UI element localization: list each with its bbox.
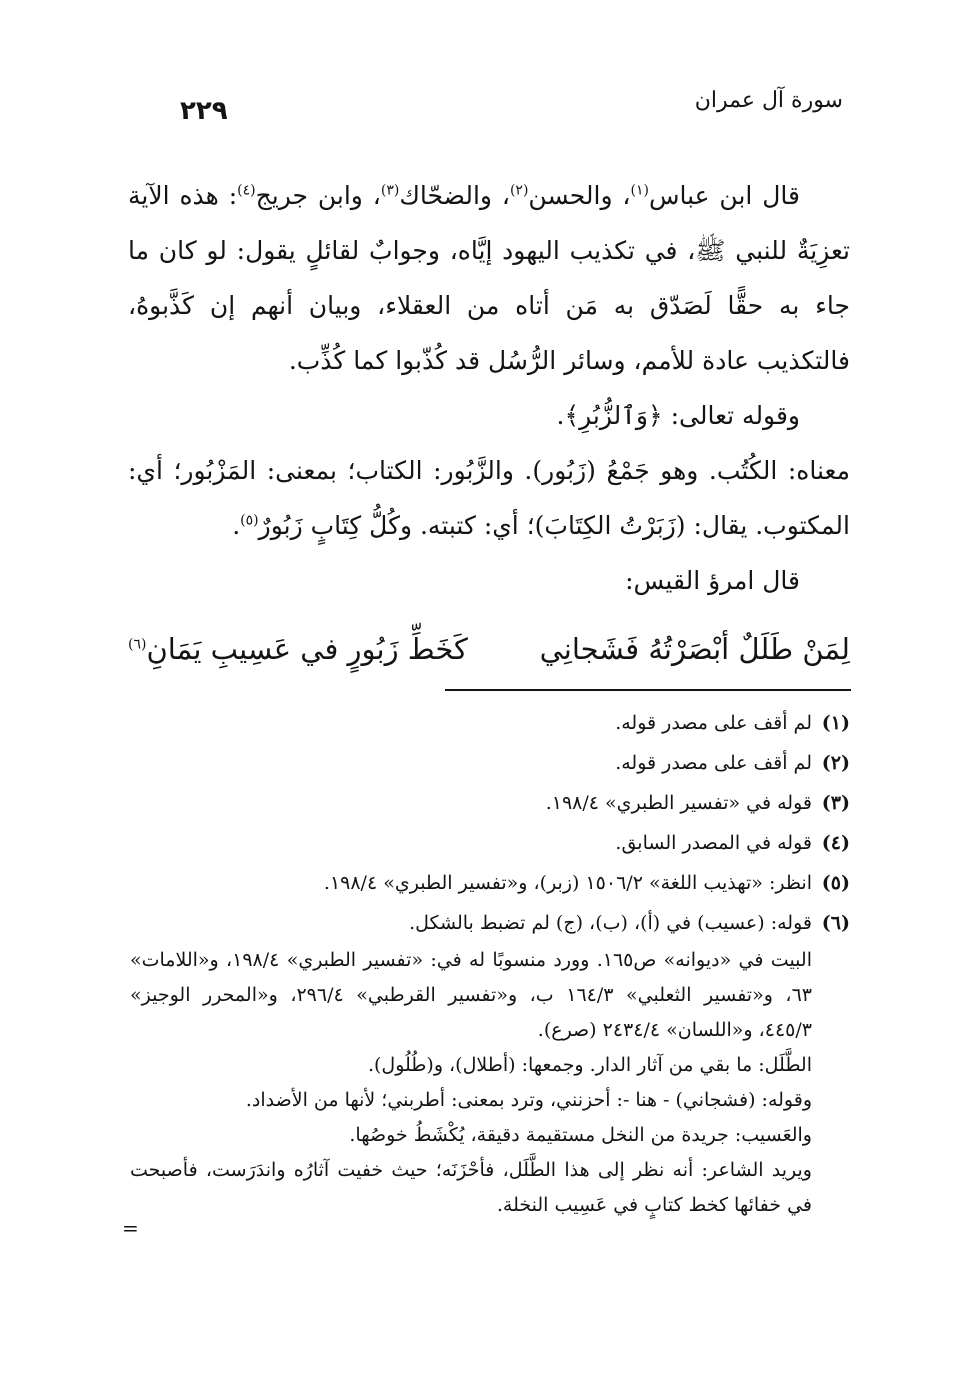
footnote-number: (١) [821, 712, 850, 734]
footnote-text: لم أقف على مصدر قوله. [615, 712, 812, 734]
footnote-number: (٤) [821, 832, 850, 854]
footnote-ref[interactable]: (٤) [237, 182, 256, 199]
text-run: معناه: الكُتُب. وهو جَمْعُ (زَبُور). والزَّبُور: الكتاب؛ بمعنى: المَزْبُور؛ أي: المكتوب. يقال: (زَبَرْتُ الكِتَابَ)؛ أي: كتبته. وكُلُّ كِتَابٍ زَبُورٌ [128, 456, 850, 540]
text-run: . [232, 511, 241, 540]
paragraph-commentary [128, 168, 850, 388]
footnote-text: قوله في المصدر السابق. [615, 832, 812, 854]
footnote-item [130, 823, 850, 863]
footnote-continuation-paragraph: البيت في «ديوانه» ص١٦٥. وورد منسوبًا له في: «تفسير الطبري» ١٩٨/٤، و«اللامات» ٦٣، و«تفسير الثعلبي» ١٦٤/٣ ب، و«تفسير القرطبي» ٢٩٦/٤، و«المحرر الوجيز» ٤٤٥/٣، و«اللسان» ٢٤٣٤/٤ (صرع). [130, 949, 812, 1041]
page-number: ٢٢٩ [180, 96, 228, 126]
footnote-text: انظر: «تهذيب اللغة» ١٥٠٦/٢ (زبر)، و«تفسير الطبري» ١٩٨/٤. [323, 872, 812, 894]
footnote-number: (٦) [821, 912, 850, 934]
footnote-continuation [130, 943, 850, 1223]
paragraph-poet-intro: قال امرؤ القيس: [625, 566, 800, 595]
footnote-continuation-paragraph: والعَسيب: جريدة من النخل مستقيمة دقيقة، يُكْشَطُ خوصُها. [349, 1124, 812, 1146]
verse-second-text: كَخَطِّ زَبُورٍ في عَسِيبِ يَمَانِ [146, 632, 468, 666]
footnote-number: (٥) [821, 872, 850, 894]
text-run: ، والحسن [528, 181, 631, 210]
footnote-number: (٣) [821, 792, 850, 814]
footnote-text: قوله في «تفسير الطبري» ١٩٨/٤. [545, 792, 812, 814]
footnote-ref[interactable]: (٢) [509, 182, 529, 199]
footnote-text: لم أقف على مصدر قوله. [615, 752, 812, 774]
footnote-ref[interactable]: (١) [630, 182, 649, 199]
footnote-separator [445, 689, 851, 691]
footnotes-section [130, 703, 850, 1223]
text-run: ، والضحّاك [399, 181, 510, 210]
footnote-continuation-paragraph: وقوله: (فشجاني) - هنا -: أحزنني، وترد بمعنى: أطربني؛ لأنها من الأضداد. [245, 1089, 812, 1111]
footnote-item [130, 703, 850, 743]
footnote-ref[interactable]: (٥) [240, 512, 259, 529]
footnote-item [130, 903, 850, 943]
text-run: قال ابن عباس [648, 181, 800, 210]
main-text [128, 168, 850, 608]
verse-second-hemistich [128, 632, 468, 666]
footnote-text: قوله: (عسيب) في (أ)، (ب)، (ج) لم تضبط بالشكل. [409, 912, 812, 934]
continuation-mark: = [122, 1216, 139, 1240]
footnote-continuation-paragraph: الطَّلَل: ما بقي من آثار الدار. وجمعها: (أطلال)، و(طُلُول). [367, 1054, 812, 1076]
footnote-ref[interactable]: (٣) [380, 182, 400, 199]
paragraph-quran-quote: وقوله تعالى: ﴿وَٱلزُّبُرِ﴾. [556, 401, 800, 430]
paragraph-definition [128, 443, 850, 553]
footnote-item [130, 783, 850, 823]
text-run: ، وابن جريج [255, 181, 381, 210]
footnote-ref[interactable]: (٦) [128, 636, 147, 653]
poetry-verse [128, 632, 850, 682]
footnote-number: (٢) [821, 752, 850, 774]
verse-first-hemistich: لِمَنْ طَلَلٌ أبْصَرْتُهُ فَشَجانِي [539, 632, 850, 666]
footnote-item [130, 863, 850, 903]
text-run: : هذه الآية تعزِيَةٌ للنبي ﷺ، في تكذيب اليهود إيَّاه، وجوابٌ لقائلٍ يقول: لو كان ما جاء به حقًّا لَصَدّق به مَن أتاه من العقلاء، وبيان أنهم إن كَذَّبوهُ، فالتكذيب عادة للأمم، وسائر الرُّسُل قد كُذّبوا كما كُذِّب. [128, 181, 850, 375]
footnote-continuation-paragraph: ويريد الشاعر: أنه نظر إلى هذا الطَّلَل، فأحْزَنَه؛ حيث خفيت آثارُه واندَرَست، فأصبحت في خفائها كخط كتابٍ في عَسِيب النخلة. [130, 1159, 812, 1216]
running-header-title: سورة آل عمران [694, 88, 843, 113]
footnote-item [130, 743, 850, 783]
